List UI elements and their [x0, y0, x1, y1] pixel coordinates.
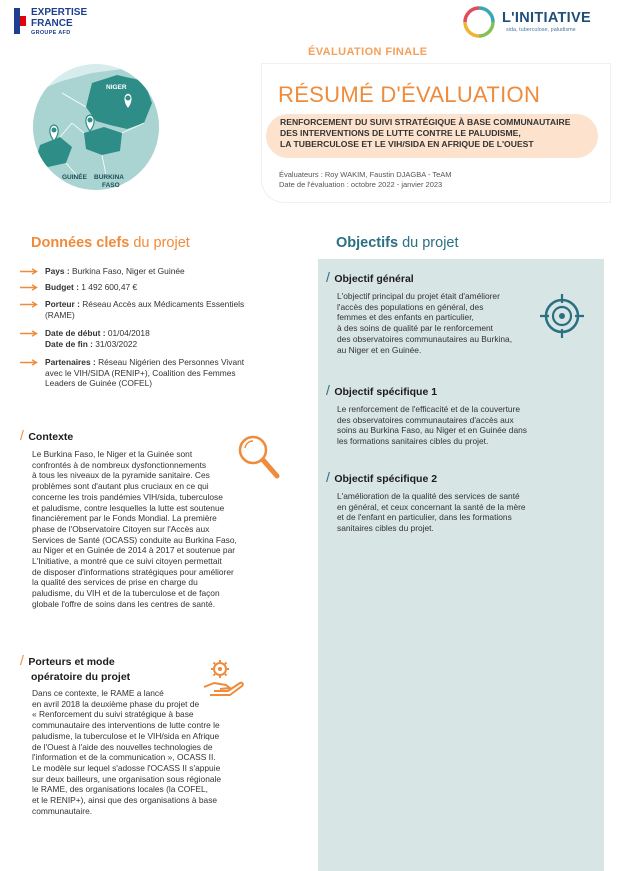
contexte-heading: / Contexte [20, 427, 74, 443]
west-africa-map [32, 63, 160, 191]
evaluation-meta [279, 170, 452, 190]
arrow-right-icon [20, 359, 38, 366]
objectif-general-heading: / Objectif général [326, 269, 414, 285]
initiative-circle-logo-icon [462, 5, 496, 39]
arrow-right-icon [20, 284, 38, 291]
expertise-france-subtitle: GROUPE AFD [31, 30, 71, 36]
arrow-right-icon [20, 330, 38, 337]
objectif-specifique-1-text: Le renforcement de l'efficacité et de la couverture des observatoires communautaires d'accès aux soins au Burkina Faso, au Niger et en Guinée dans les formations sanitaires cibles du projet. [337, 404, 527, 447]
objectif-specifique-2-text: L'amélioration de la qualité des services de santé en général, et ceux concernant la santé de la mère et de l'enfant en particulier, dans les formations sanitaires cibles du projet. [337, 491, 526, 534]
initiative-tagline: sida, tuberculose, paludisme [506, 27, 576, 33]
expertise-france-flag-logo [14, 8, 26, 34]
contexte-text: Le Burkina Faso, le Niger et la Guinée sont confrontés à de nombreux dysfonctionnements à tous les niveaux de la pyramide sanitaire. Ces problèmes sont d'autant plus cruciaux en ce qui concerne les trois pandémies VIH/sida, tuberculose et paludisme, contre lesquelles la lutte est soutenue financièrement par le Fonds Mondial. La première phase de l'Observatoire Citoyen sur l'Accès aux Services de Santé (OCASS) conduite au Burkina Faso, au Niger et en Guinée de 2014 à 2017 et soutenue par L'Initiative, a montré que ce suivi citoyen permettait de disposer d'informations stratégiques pour améliorer la qualité des services de prise en charge du paludisme, du VIH et de la tuberculose et de façon globale l'offre de soins dans les centres de santé. [32, 449, 237, 609]
slash-decoration-icon: / [326, 382, 330, 398]
initiative-title: L'INITIATIVE [502, 10, 591, 26]
target-icon [538, 292, 586, 340]
porteurs-text: Dans ce contexte, le RAME a lancé en avril 2018 la deuxième phase du projet de « Renforcement du suivi stratégique à base communautaire des interventions de lutte contre le paludisme, la tuberculose et le VIH/sida en Afrique de l'Ouest à l'aide des nouvelles technologies de l'information et de la communication », OCASS II. Le modèle sur lequel s'adosse l'OCASS II s'appuie sur deux bailleurs, une organisation sous régionale le RAME, des organisations locales (la COFEL, et le RENIP+), ainsi que des organisations à base communautaire. [32, 688, 222, 816]
objectif-general-text: L'objectif principal du projet était d'améliorer l'accès des populations en général, des femmes et des enfants en particulier, à des soins de qualité par le renforcement des observatoires communautaires au Burkina, au Niger et en Guinée. [337, 291, 513, 355]
objectif-specifique-1-heading: / Objectif spécifique 1 [326, 382, 438, 398]
slash-decoration-icon: / [20, 652, 24, 668]
porteurs-heading: / Porteurs et mode opératoire du projet [20, 652, 131, 683]
map-label-faso: FASO [102, 182, 120, 189]
slash-decoration-icon: / [326, 269, 330, 285]
arrow-right-icon [20, 301, 38, 308]
evaluation-finale-label: ÉVALUATION FINALE [308, 46, 428, 58]
arrow-right-icon [20, 268, 38, 275]
objectifs-heading: Objectifs du projet [336, 235, 459, 251]
evaluation-date-text: Date de l'évaluation : octobre 2022 - janvier 2023 [279, 180, 443, 189]
expertise-france-logo-text: EXPERTISE FRANCE [31, 7, 88, 29]
page-title: RÉSUMÉ D'ÉVALUATION [278, 82, 541, 107]
magnifying-glass-icon [233, 430, 283, 482]
map-label-niger: NIGER [106, 84, 127, 91]
donnees-clefs-heading: Données clefs du projet [31, 235, 190, 251]
evaluators-text: Évaluateurs : Roy WAKIM, Faustin DJAGBA - TeAM [279, 170, 452, 179]
slash-decoration-icon: / [20, 427, 24, 443]
objectif-specifique-2-heading: / Objectif spécifique 2 [326, 469, 438, 485]
map-label-guinee: GUINÉE [62, 174, 87, 181]
map-label-burkina: BURKINA [94, 174, 124, 181]
project-title-pill: RENFORCEMENT DU SUIVI STRATÉGIQUE À BASE COMMUNAUTAIRE DES INTERVENTIONS DE LUTTE CONTRE LE PALUDISME, LA TUBERCULOSE ET LE VIH/SIDA EN AFRIQUE DE L'OUEST [266, 114, 598, 158]
slash-decoration-icon: / [326, 469, 330, 485]
